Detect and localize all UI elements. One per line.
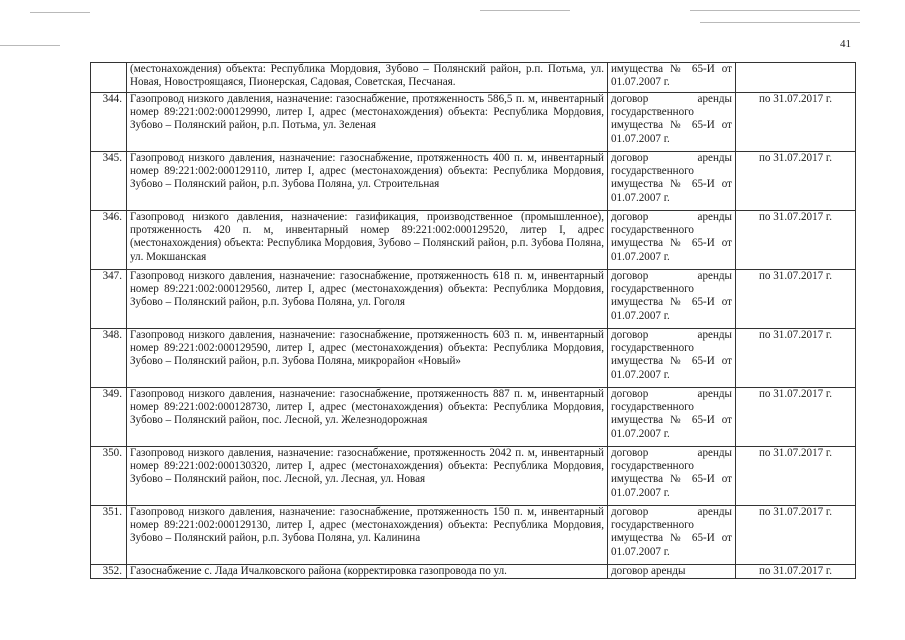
row-term: по 31.07.2017 г. [736,447,856,506]
row-term: по 31.07.2017 г. [736,93,856,152]
table-row [91,152,856,211]
row-term [736,63,856,93]
row-basis: имущества № 65-И от 01.07.2007 г. [608,63,736,93]
table-body [91,63,856,579]
row-number: 346. [91,211,127,270]
table-row [91,93,856,152]
row-number: 349. [91,388,127,447]
row-description: Газопровод низкого давления, назначение: газоснабжение, протяженность 603 п. м, инвентарный номер 89:221:002:000129590, литер I, адрес (местонахождения) объекта: Республика Мордовия, Зубово – Полянский район, р.п. Зубова Поляна, микрорайон «Новый» [127,329,608,388]
scan-artifact-line [30,12,90,13]
table-row [91,447,856,506]
scan-artifact-line [700,22,860,23]
row-description: Газоснабжение с. Лада Ичалковского района (корректировка газопровода по ул. [127,565,608,579]
row-basis: договор аренды государственного имущества № 65-И от 01.07.2007 г. [608,93,736,152]
row-term: по 31.07.2017 г. [736,329,856,388]
row-term: по 31.07.2017 г. [736,211,856,270]
row-basis: договор аренды государственного имущества № 65-И от 01.07.2007 г. [608,447,736,506]
row-description: (местонахождения) объекта: Республика Мордовия, Зубово – Полянский район, р.п. Потьма, ул. Новая, Новостроящаяся, Пионерская, Садовая, Советская, Песчаная. [127,63,608,93]
row-number: 344. [91,93,127,152]
row-basis: договор аренды [608,565,736,579]
row-basis: договор аренды государственного имущества № 65-И от 01.07.2007 г. [608,211,736,270]
table-row [91,211,856,270]
row-basis: договор аренды государственного имущества № 65-И от 01.07.2007 г. [608,329,736,388]
row-basis: договор аренды государственного имущества № 65-И от 01.07.2007 г. [608,270,736,329]
row-number: 352. [91,565,127,579]
page-number: 41 [840,38,851,50]
row-description: Газопровод низкого давления, назначение: газоснабжение, протяженность 400 п. м, инвентарный номер 89:221:002:000129110, литер I, адрес (местонахождения) объекта: Республика Мордовия, Зубово – Полянский район, р.п. Зубова Поляна, ул. Строительная [127,152,608,211]
row-number: 345. [91,152,127,211]
row-description: Газопровод низкого давления, назначение: газификация, производственное (промышленное), протяженность 420 п. м, инвентарный номер 89:221:002:000129520, литер I, адрес (местонахождения) объекта: Республика Мордовия, Зубово – Полянский район, р.п. Зубова Поляна, ул. Мокшанская [127,211,608,270]
row-description: Газопровод низкого давления, назначение: газоснабжение, протяженность 150 п. м, инвентарный номер 89:221:002:000129130, литер I, адрес (местонахождения) объекта: Республика Мордовия, Зубово – Полянский район, р.п. Зубова Поляна, ул. Калинина [127,506,608,565]
row-number: 350. [91,447,127,506]
row-description: Газопровод низкого давления, назначение: газоснабжение, протяженность 586,5 п. м, инвентарный номер 89:221:002:000129990, литер I, адрес (местонахождения) объекта: Республика Мордовия, Зубово – Полянский район, р.п. Потьма, ул. Зеленая [127,93,608,152]
scan-artifact-line [480,10,570,11]
row-term: по 31.07.2017 г. [736,388,856,447]
row-term: по 31.07.2017 г. [736,565,856,579]
table-row [91,506,856,565]
row-term: по 31.07.2017 г. [736,506,856,565]
table-row [91,63,856,93]
row-description: Газопровод низкого давления, назначение: газоснабжение, протяженность 887 п. м, инвентарный номер 89:221:002:000128730, литер I, адрес (местонахождения) объекта: Республика Мордовия, Зубово – Полянский район, пос. Лесной, ул. Железнодорожная [127,388,608,447]
row-number: 348. [91,329,127,388]
row-basis: договор аренды государственного имущества № 65-И от 01.07.2007 г. [608,388,736,447]
scan-artifact-line [690,10,860,11]
row-term: по 31.07.2017 г. [736,152,856,211]
row-basis: договор аренды государственного имущества № 65-И от 01.07.2007 г. [608,152,736,211]
row-number [91,63,127,93]
row-number: 351. [91,506,127,565]
table-row [91,388,856,447]
property-table [90,62,856,579]
row-description: Газопровод низкого давления, назначение: газоснабжение, протяженность 618 п. м, инвентарный номер 89:221:002:000129560, литер I, адрес (местонахождения) объекта: Республика Мордовия, Зубово – Полянский район, р.п. Зубова Поляна, ул. Гоголя [127,270,608,329]
row-description: Газопровод низкого давления, назначение: газоснабжение, протяженность 2042 п. м, инвентарный номер 89:221:002:000130320, литер I, адрес (местонахождения) объекта: Республика Мордовия, Зубово – Полянский район, пос. Лесной, ул. Лесная, ул. Новая [127,447,608,506]
table-row [91,270,856,329]
row-term: по 31.07.2017 г. [736,270,856,329]
row-basis: договор аренды государственного имущества № 65-И от 01.07.2007 г. [608,506,736,565]
table-row [91,329,856,388]
scan-artifact-line [0,45,60,46]
table-row [91,565,856,579]
row-number: 347. [91,270,127,329]
